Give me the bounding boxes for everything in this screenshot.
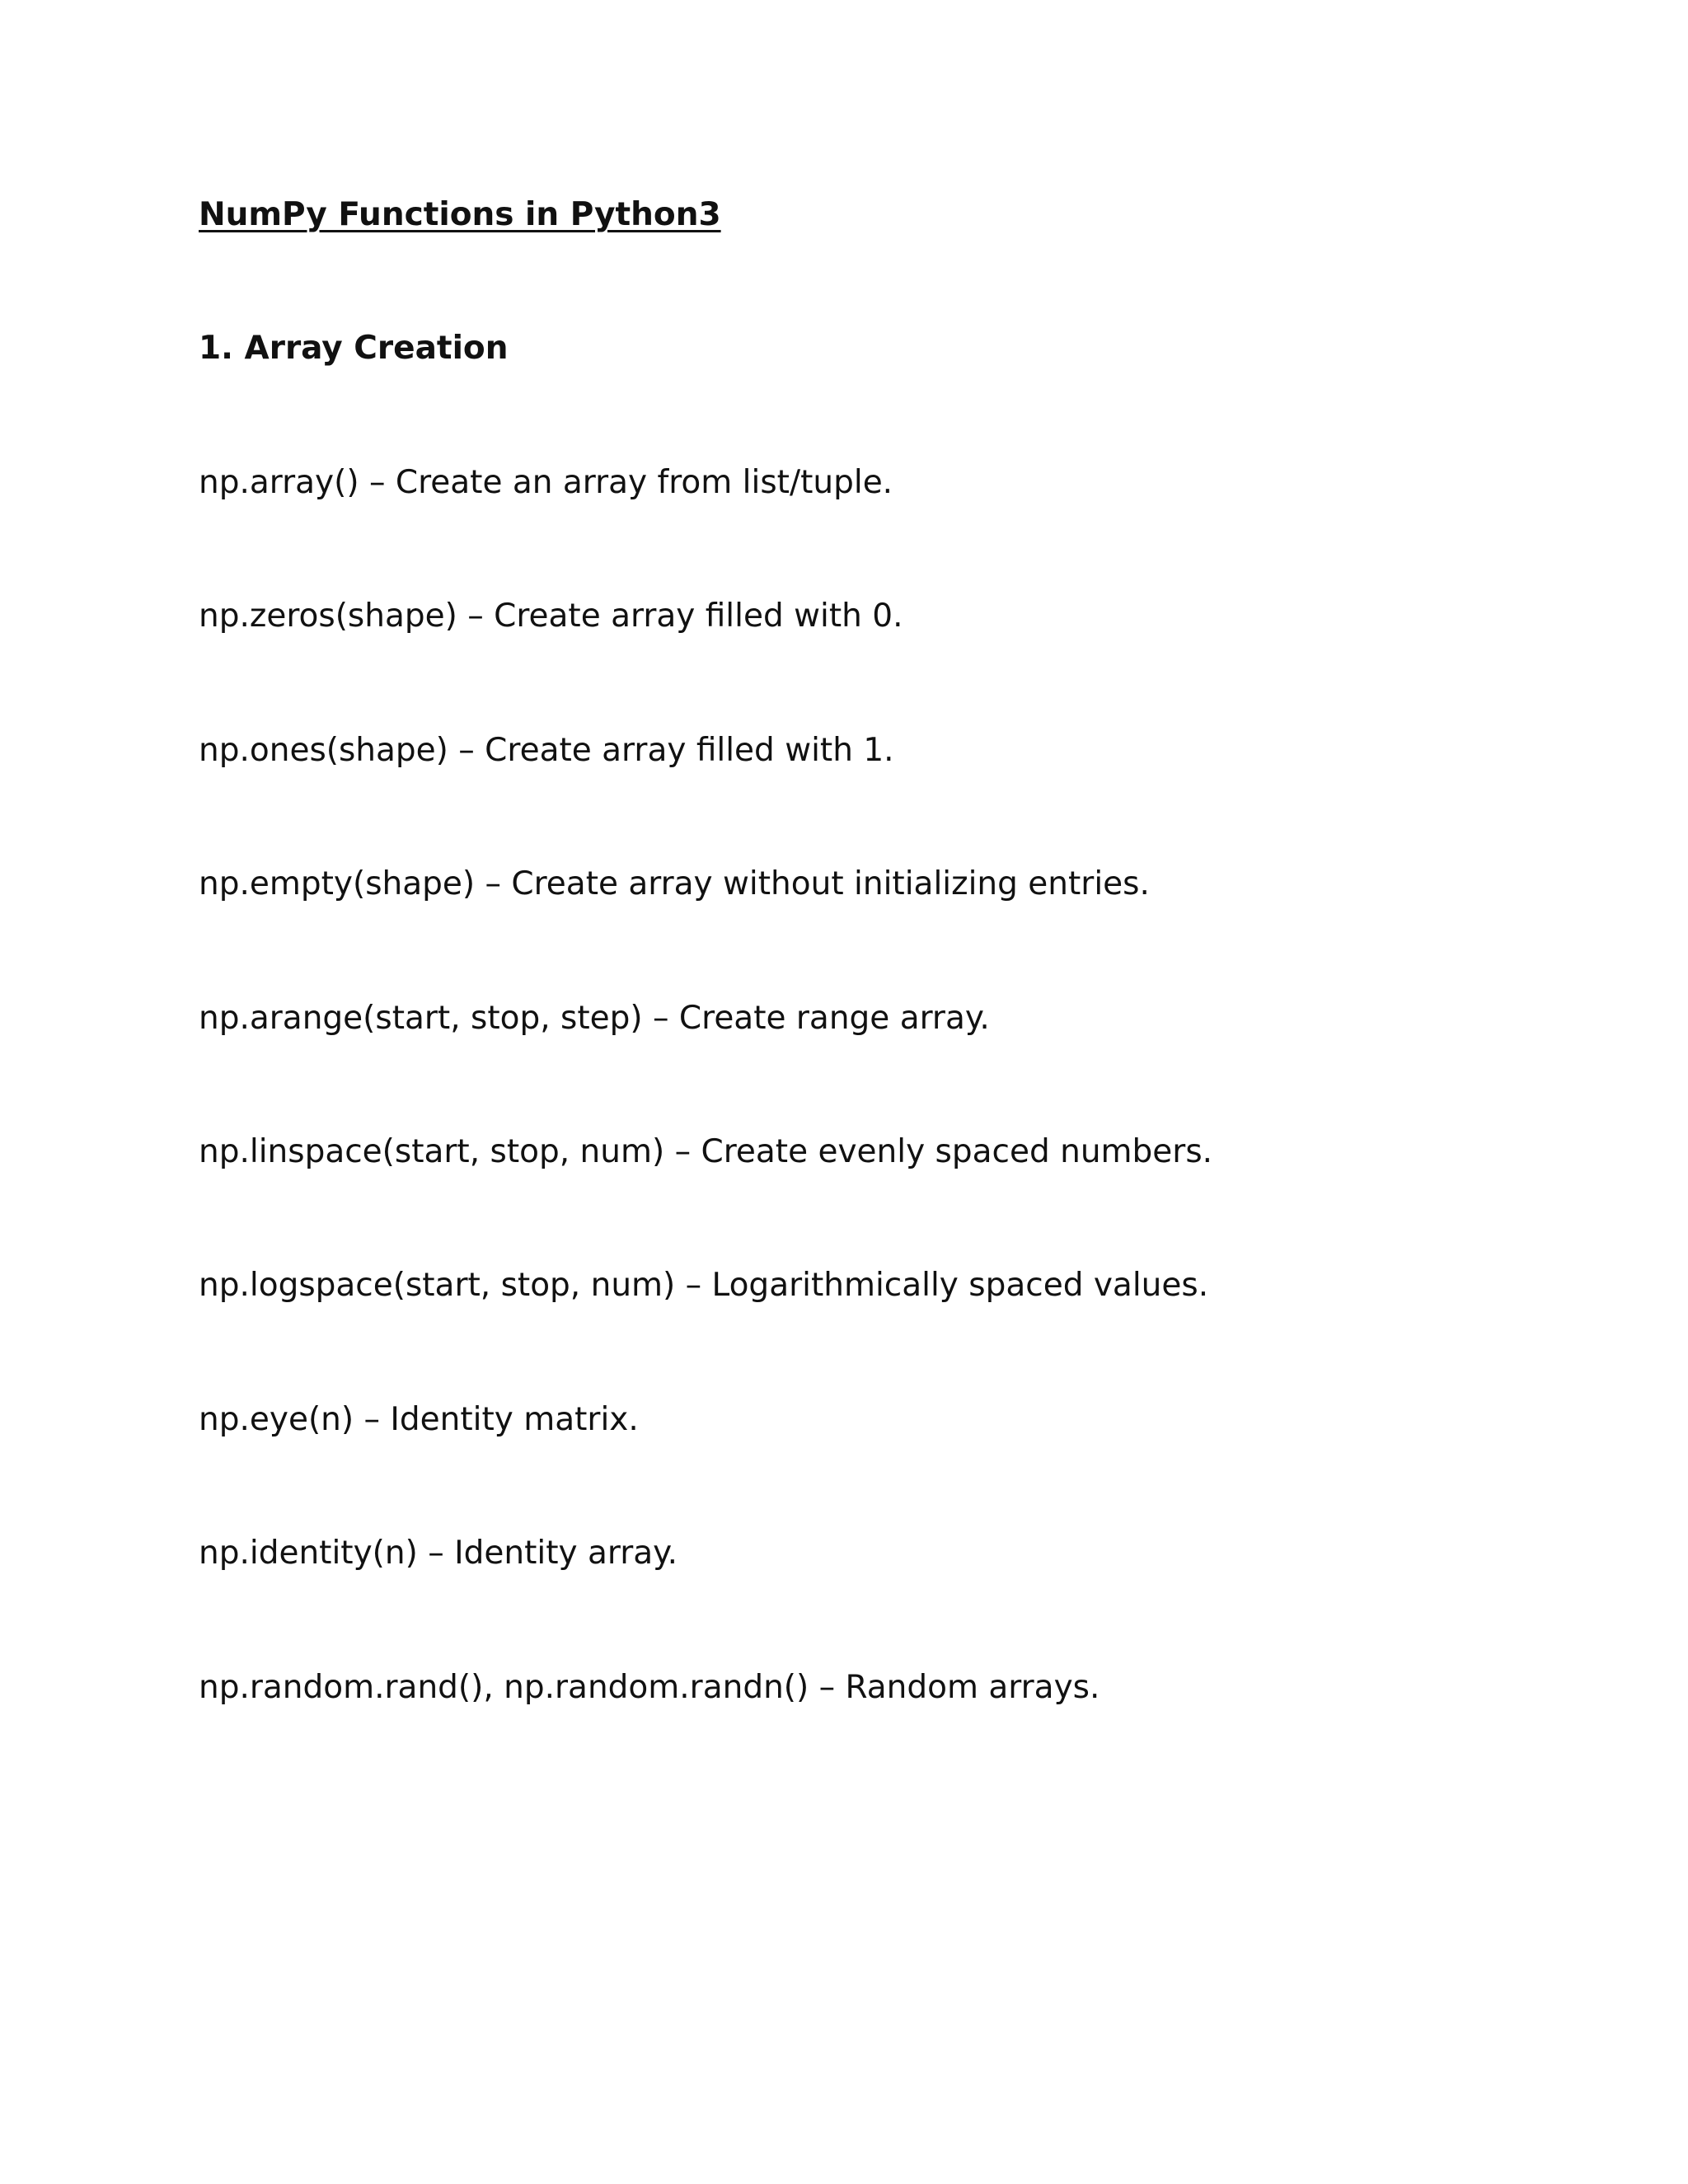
- function-list: [199, 466, 1212, 1805]
- function-item-zeros: np.zeros(shape) – Create array filled with 0.: [199, 598, 903, 635]
- function-item-logspace: np.logspace(start, stop, num) – Logarithmically spaced values.: [199, 1267, 1209, 1305]
- function-item-identity: np.identity(n) – Identity array.: [199, 1535, 678, 1572]
- function-item-ones: np.ones(shape) – Create array filled with 1.: [199, 731, 894, 769]
- function-item-array: np.array() – Create an array from list/tuple.: [199, 464, 893, 501]
- function-item-linspace: np.linspace(start, stop, num) – Create evenly spaced numbers.: [199, 1132, 1213, 1170]
- function-item-empty: np.empty(shape) – Create array without initializing entries.: [199, 865, 1150, 903]
- function-item-arange: np.arange(start, stop, step) – Create range array.: [199, 999, 990, 1037]
- section-heading: 1. Array Creation: [199, 330, 509, 367]
- function-item-eye: np.eye(n) – Identity matrix.: [199, 1400, 639, 1438]
- function-item-random: np.random.rand(), np.random.randn() – Random arrays.: [199, 1668, 1100, 1706]
- document-title: NumPy Functions in Python3: [199, 196, 721, 233]
